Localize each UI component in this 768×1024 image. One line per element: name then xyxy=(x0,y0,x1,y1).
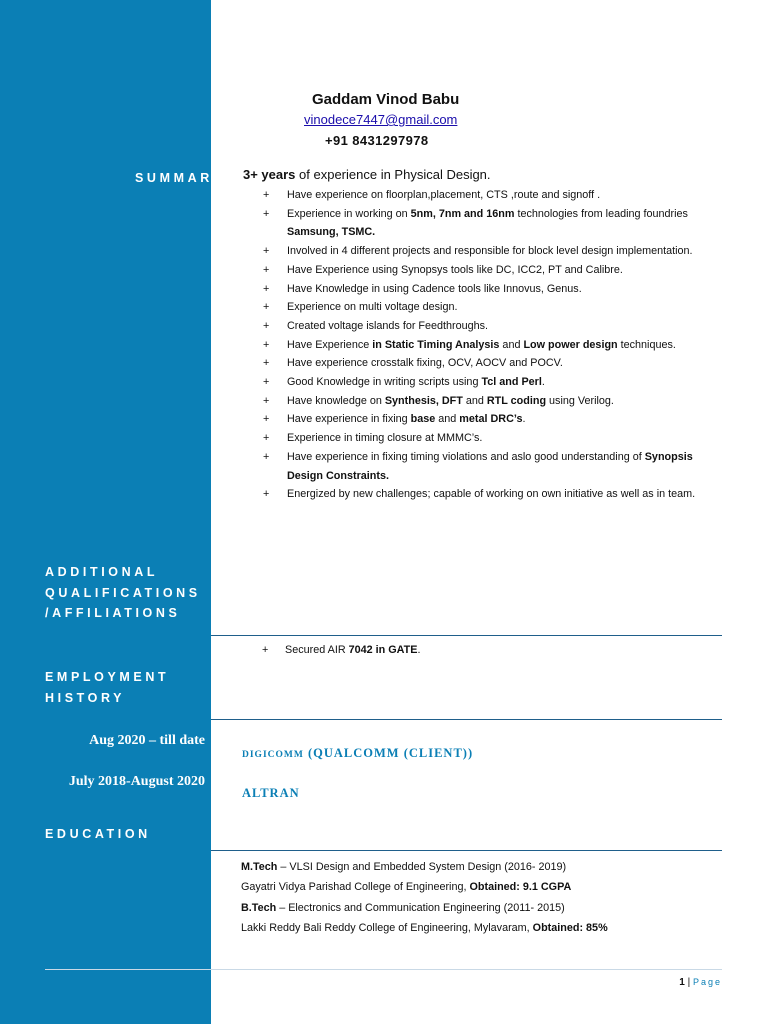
plus-icon: + xyxy=(263,207,270,220)
plus-icon: + xyxy=(263,189,270,201)
education-degree-1: M.Tech – VLSI Design and Embedded System Design (2016- 2019) xyxy=(241,861,567,873)
plus-icon: + xyxy=(263,338,270,351)
summary-bullet: + Have experience in fixing base and metal DRC’s. xyxy=(262,410,702,429)
education-college-2: Lakki Reddy Bali Reddy College of Engineering, Mylavaram, Obtained: 85% xyxy=(241,922,608,934)
plus-icon: + xyxy=(263,394,270,407)
plus-icon: + xyxy=(263,263,270,276)
plus-icon: + xyxy=(263,245,270,258)
plus-icon: + xyxy=(263,301,270,314)
plus-icon: + xyxy=(263,488,270,501)
page-footer: 1 | Page xyxy=(679,977,722,988)
summary-bullet: + Have Experience in Static Timing Analysis and Low power design techniques. xyxy=(262,336,702,355)
summary-bullet: + Experience in timing closure at MMMC’s. xyxy=(262,429,702,448)
summary-bullet: + Have experience in fixing timing violations and aslo good understanding of Synopsis Design Constraints. xyxy=(262,448,702,485)
sidebar xyxy=(0,0,211,1024)
employment-date-1: Aug 2020 – till date xyxy=(89,733,205,748)
summary-bullet: + Experience in working on 5nm, 7nm and 16nm technologies from leading foundries Samsung, TSMC. xyxy=(262,205,702,242)
summary-bullet: + Involved in 4 different projects and responsible for block level design implementation. xyxy=(262,242,702,261)
section-additional-label: ADDITIONAL QUALIFICATIONS /AFFILIATIONS xyxy=(45,565,201,620)
divider xyxy=(211,635,722,636)
section-employment-label: EMPLOYMENT HISTORY xyxy=(45,670,170,705)
plus-icon: + xyxy=(263,432,270,445)
footer-divider xyxy=(45,969,722,970)
education-degree-2: B.Tech – Electronics and Communication Engineering (2011- 2015) xyxy=(241,902,565,914)
plus-icon: + xyxy=(263,450,270,463)
plus-icon: + xyxy=(263,413,270,426)
summary-bullet: + Have experience crosstalk fixing, OCV, AOCV and POCV. xyxy=(262,354,702,373)
summary-bullet: + Experience on multi voltage design. xyxy=(262,298,702,317)
plus-icon: + xyxy=(263,376,270,389)
email-link[interactable]: vinodece7447@gmail.com xyxy=(304,112,458,127)
plus-icon: + xyxy=(263,357,270,370)
employment-date-2: July 2018-August 2020 xyxy=(68,774,205,789)
divider xyxy=(211,719,722,720)
divider xyxy=(211,850,722,851)
plus-icon: + xyxy=(263,319,270,332)
section-education-label: EDUCATION xyxy=(45,827,151,841)
candidate-name: Gaddam Vinod Babu xyxy=(312,91,460,108)
summary-bullet: + Have Experience using Synopsys tools like DC, ICC2, PT and Calibre. xyxy=(262,261,702,280)
summary-headline: 3+ years of experience in Physical Design. xyxy=(243,167,491,182)
phone-number: +91 8431297978 xyxy=(325,133,429,148)
summary-bullet-list xyxy=(262,186,702,504)
summary-bullet: + Energized by new challenges; capable of working on own initiative as well as in team. xyxy=(262,485,702,504)
summary-bullet: + Created voltage islands for Feedthroughs. xyxy=(262,317,702,336)
company-2: ALTRAN xyxy=(242,786,300,800)
summary-bullet: + Have experience on floorplan,placement, CTS ,route and signoff . xyxy=(262,186,702,205)
company-1: DIGICOMM (QUALCOMM (CLIENT)) xyxy=(242,746,474,760)
qualification-item: + Secured AIR 7042 in GATE. xyxy=(262,644,421,656)
section-summary-label: SUMMARY xyxy=(135,171,225,185)
plus-icon: + xyxy=(263,282,270,295)
summary-bullet: + Have Knowledge in using Cadence tools like Innovus, Genus. xyxy=(262,280,702,299)
education-college-1: Gayatri Vidya Parishad College of Engineering, Obtained: 9.1 CGPA xyxy=(241,881,572,893)
summary-bullet: + Good Knowledge in writing scripts using Tcl and Perl. xyxy=(262,373,702,392)
summary-bullet: + Have knowledge on Synthesis, DFT and RTL coding using Verilog. xyxy=(262,392,702,411)
